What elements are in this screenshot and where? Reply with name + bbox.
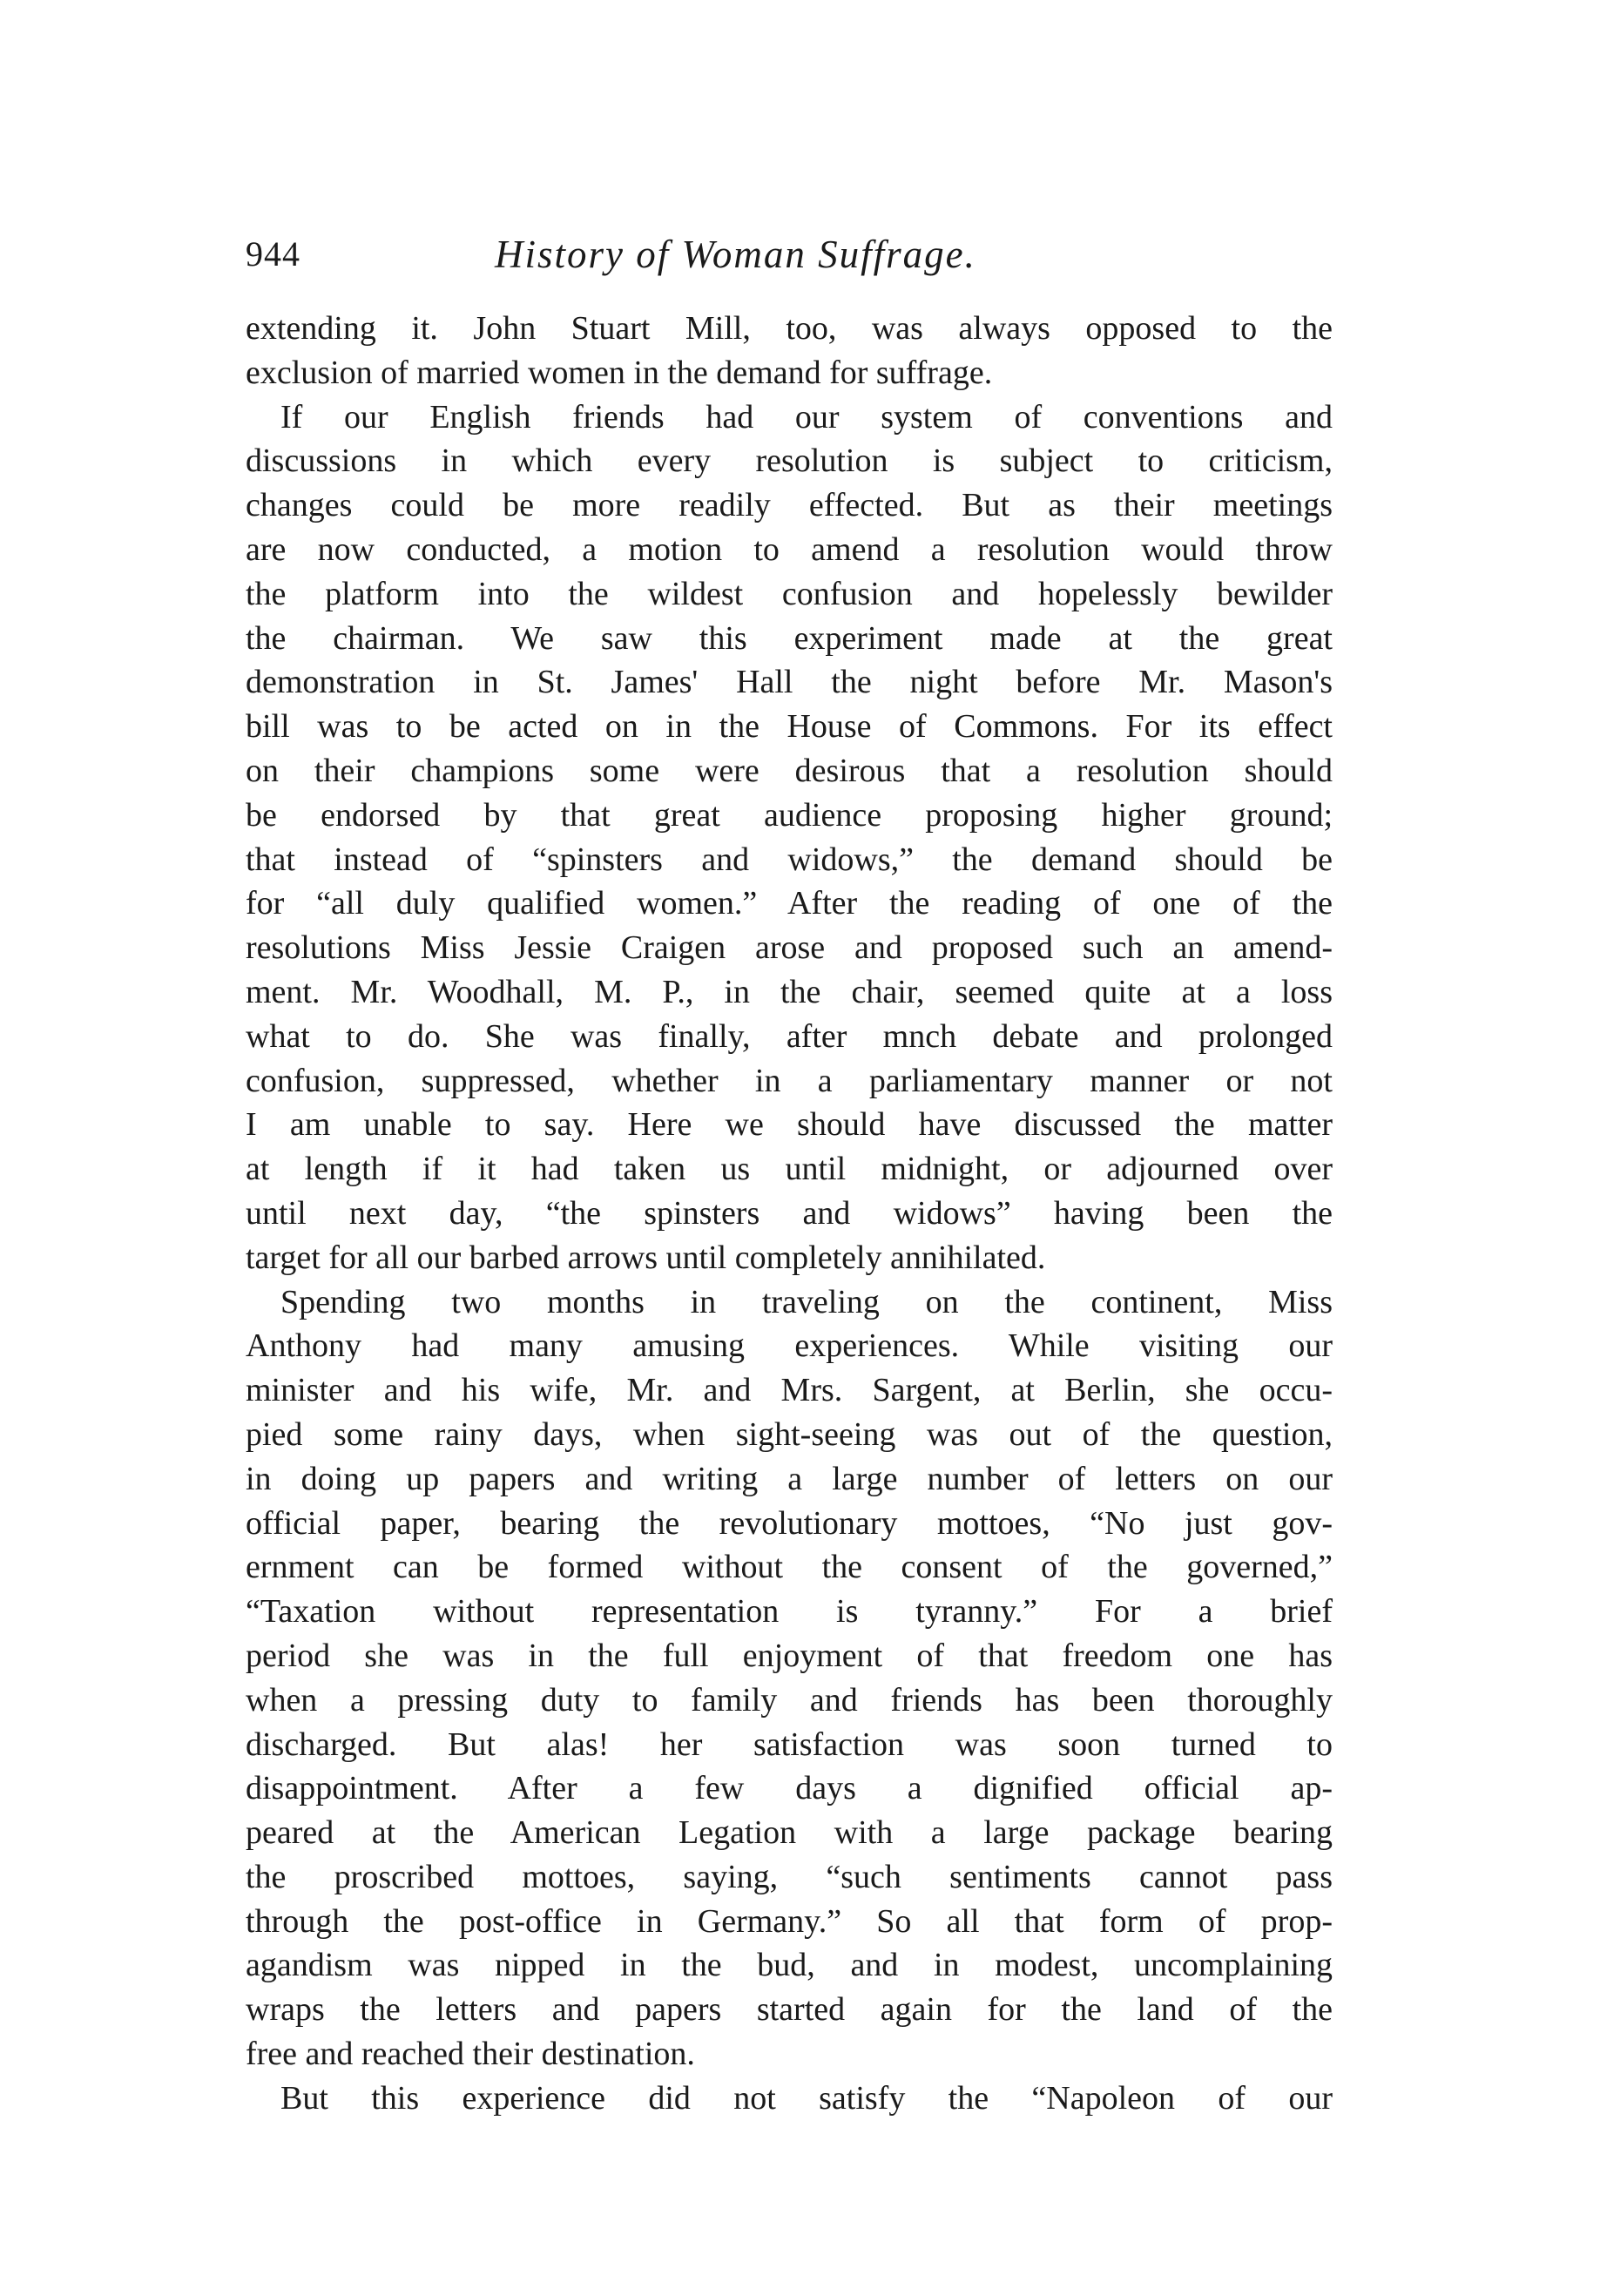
text-line: in doing up papers and writing a large number of letters on our	[246, 1460, 1333, 1497]
running-head	[246, 228, 1333, 280]
text-line: minister and his wife, Mr. and Mrs. Sargent, at Berlin, she occu-	[246, 1372, 1333, 1409]
text-line: If our English friends had our system of conventions and	[280, 398, 1333, 436]
text-line: through the post-office in Germany.” So all that form of prop-	[246, 1902, 1333, 1940]
text-line: extending it. John Stuart Mill, too, was always opposed to the	[246, 310, 1333, 347]
text-line: official paper, bearing the revolutionary mottoes, “No just gov-	[246, 1504, 1333, 1542]
text-line: resolutions Miss Jessie Craigen arose and proposed such an amend-	[246, 929, 1333, 967]
text-line: the platform into the wildest confusion and hopelessly bewilder	[246, 575, 1333, 612]
text-line: the chairman. We saw this experiment made at the great	[246, 619, 1333, 657]
text-line: period she was in the full enjoyment of that freedom one has	[246, 1637, 1333, 1674]
text-line: Spending two months in traveling on the continent, Miss	[280, 1283, 1333, 1320]
text-line: for “all duly qualified women.” After the reading of one of the	[246, 885, 1333, 922]
text-line: pied some rainy days, when sight-seeing was out of the question,	[246, 1415, 1333, 1453]
text-line: demonstration in St. James' Hall the night before Mr. Mason's	[246, 664, 1333, 701]
text-line: “Taxation without representation is tyranny.” For a brief	[246, 1593, 1333, 1631]
text-line: changes could be more readily effected. But as their meetings	[246, 487, 1333, 524]
text-line: until next day, “the spinsters and widows” having been the	[246, 1194, 1333, 1232]
text-line: wraps the letters and papers started again for the land of the	[246, 1991, 1333, 2029]
text-line: I am unable to say. Here we should have discussed the matter	[246, 1106, 1333, 1144]
text-line: on their champions some were desirous that a resolution should	[246, 752, 1333, 789]
text-line: peared at the American Legation with a large package bearing	[246, 1814, 1333, 1852]
text-line: are now conducted, a motion to amend a resolution would throw	[246, 530, 1333, 568]
text-line: exclusion of married women in the demand for suffrage.	[246, 354, 993, 391]
text-line: ment. Mr. Woodhall, M. P., in the chair, seemed quite at a loss	[246, 973, 1333, 1010]
body-text	[246, 307, 1333, 2121]
text-line: free and reached their destination.	[246, 2036, 695, 2073]
text-line: when a pressing duty to family and friends has been thoroughly	[246, 1681, 1333, 1719]
text-line: at length if it had taken us until midnight, or adjourned over	[246, 1151, 1333, 1188]
text-line: target for all our barbed arrows until completely annihilated.	[246, 1239, 1046, 1276]
text-line: the proscribed mottoes, saying, “such sentiments cannot pass	[246, 1858, 1333, 1895]
text-line: that instead of “spinsters and widows,” the demand should be	[246, 841, 1333, 878]
text-line: ernment can be formed without the consent of the governed,”	[246, 1549, 1333, 1586]
text-line: be endorsed by that great audience proposing higher ground;	[246, 796, 1333, 834]
text-line: agandism was nipped in the bud, and in modest, uncomplaining	[246, 1947, 1333, 1984]
page-number: 944	[246, 234, 300, 273]
text-line: disappointment. After a few days a dignified official ap-	[246, 1770, 1333, 1807]
text-line: bill was to be acted on in the House of Commons. For its effect	[246, 708, 1333, 746]
running-title: History of Woman Suffrage.	[495, 233, 976, 276]
text-line: what to do. She was finally, after mnch debate and prolonged	[246, 1017, 1333, 1055]
text-line: discussions in which every resolution is subject to criticism,	[246, 442, 1333, 480]
text-line: Anthony had many amusing experiences. While visiting our	[246, 1327, 1333, 1365]
text-line: But this experience did not satisfy the “Napoleon of our	[280, 2079, 1333, 2117]
text-line: confusion, suppressed, whether in a parliamentary manner or not	[246, 1062, 1333, 1099]
text-line: discharged. But alas! her satisfaction was soon turned to	[246, 1725, 1333, 1763]
